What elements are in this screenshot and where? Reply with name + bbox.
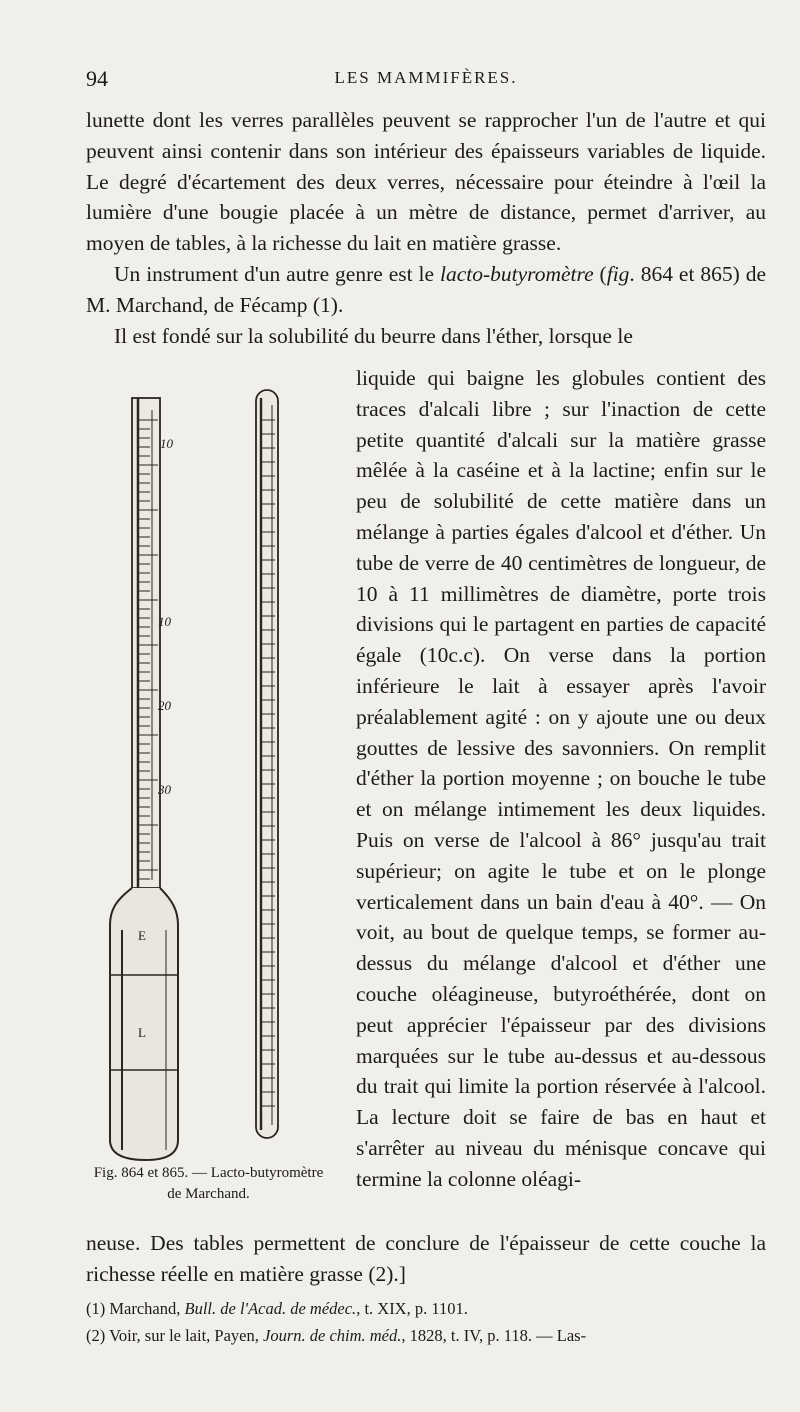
figure-illustration [92, 380, 332, 1165]
text-block-bottom [86, 1228, 766, 1290]
text-block-top [86, 105, 766, 351]
footnote-1-mark: (1) Marchand, [86, 1299, 185, 1318]
page-number: 94 [86, 66, 108, 91]
paragraph-2-open: ( [593, 261, 607, 286]
paragraph-3-first-line: Il est fondé sur la solubilité du beurre dans l'éther, lorsque le [114, 323, 633, 348]
paragraph-2 [86, 259, 766, 321]
footnote-2-rest: , 1828, t. IV, p. 118. — Las- [401, 1326, 587, 1345]
paragraph-3-column: liquide qui baigne les globules contient des traces d'alcali libre ; sur l'inaction de cette petite quantité d'alcali sur la matière grasse mêlée à la caséine et à la lactine; enfin sur le peu de solubilité de cette matière dans un mélange à parties égales d'alcool et d'éther. Un tube de verre de 40 centimètres de longueur, de 10 à 11 millimètres de diamètre, porte trois divisions qui le partagent en parties de capacité égale (10c.c). On verse dans la portion inférieure le lait à essayer après l'avoir préalablement agité : on y ajoute une ou deux gouttes de lessive des savonniers. On remplit d'éther la portion moyenne ; on bouche le tube et on mélange intimement les deux liquides. Puis on verse de l'alcool à 86° jusqu'au trait supérieur; on agite le tube et on le plonge verticalement dans un bain d'eau à 40°. — On voit, au bout de quelque temps, se former au-dessus du mélange d'alcool et d'éther une couche oléagineuse, butyroéthérée, dont on peut apprécier l'épaisseur par des divisions marquées sur le tube au-dessus et au-dessous du trait qui limite la portion réservée à l'alcool. La lecture doit se faire de bas en haut et s'arrêter au niveau du ménisque concave qui termine la colonne oléagi- [356, 366, 766, 1191]
footnote-1-source: Bull. de l'Acad. de médec. [184, 1299, 357, 1318]
scale-label-10: 10 [158, 614, 171, 629]
footnote-1 [86, 1295, 776, 1322]
section-label-e: E [138, 928, 146, 943]
scale-label-20: 20 [158, 698, 171, 713]
text-column-right [356, 363, 766, 1195]
scale-label-30: 30 [158, 782, 171, 797]
paragraph-1: lunette dont les verres parallèles peuvent se rapprocher l'un de l'autre et qui peuvent ainsi contenir dans son intérieur des épaisseurs variables de liquide. Le degré d'écartement des deux verres, nécessaire pour éteindre à l'œil la lumière d'une bougie placée à un mètre de distance, permet d'arriver, au moyen de tables, à la richesse du lait en matière grasse. [86, 108, 766, 256]
scale-label-10-left: 10 [160, 436, 173, 451]
footnote-2-source: Journ. de chim. méd. [263, 1326, 402, 1345]
footnote-2 [86, 1322, 776, 1349]
tube-fig-865 [256, 390, 278, 1138]
paragraph-3-end: neuse. Des tables permettent de conclure de l'épaisseur de cette couche la richesse réelle en matière grasse (2).] [86, 1231, 766, 1286]
section-label-l: L [138, 1025, 146, 1040]
lacto-butyrometre-figure [92, 380, 332, 1165]
tube-fig-864 [110, 398, 178, 1160]
figure-caption: Fig. 864 et 865. — Lacto-butyromètre de Marchand. [93, 1165, 324, 1202]
footnotes [86, 1295, 776, 1349]
fig-abbrev: fig [606, 261, 630, 286]
footnote-2-mark: (2) Voir, sur le lait, Payen, [86, 1326, 263, 1345]
page-header [86, 64, 766, 94]
footnote-1-rest: , t. XIX, p. 1101. [356, 1299, 468, 1318]
lacto-butyrometre-term: lacto-butyromètre [439, 261, 594, 286]
paragraph-2-start: Un instrument d'un autre genre est le [114, 261, 440, 286]
paragraph-2-end: . 864 et 865) de M. Marchand, de Fécamp (1). [86, 261, 766, 317]
running-title: LES MAMMIFÈRES. [334, 68, 518, 87]
